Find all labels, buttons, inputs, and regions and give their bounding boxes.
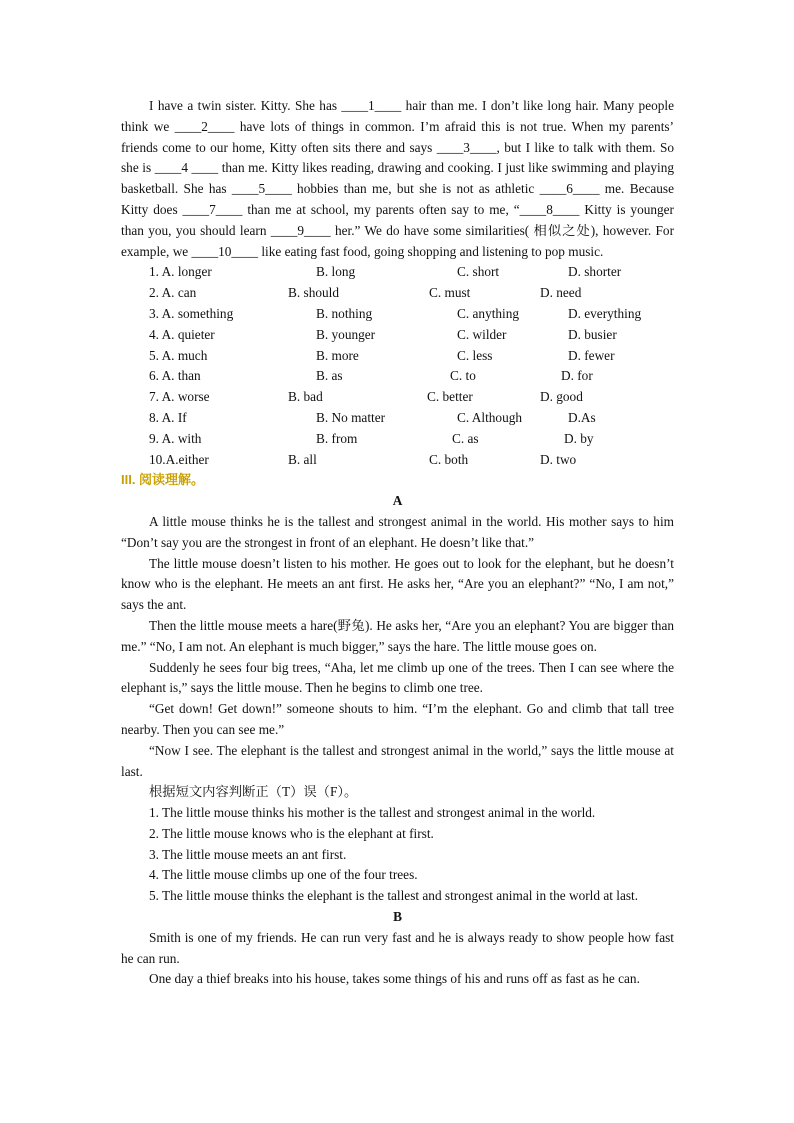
passage-b-paragraph: One day a thief breaks into his house, takes some things of his and runs off as fast as he can.	[149, 971, 640, 987]
option-row-6	[121, 366, 674, 387]
option: B. No matter	[316, 409, 386, 425]
option: D. for	[561, 368, 593, 384]
passage-a-paragraph: Then the little mouse meets a hare(野兔). He asks her, “Are you an elephant? You are bigger than me.” “No, I am not. An elephant is much bigger,” says the hare. The little mouse goes on.	[121, 617, 674, 654]
option: C. Although	[457, 409, 523, 425]
option: 2. A. can	[149, 285, 197, 301]
option: C. wilder	[457, 326, 507, 342]
statement: 5. The little mouse thinks the elephant is the tallest and strongest animal in the world at last.	[149, 888, 639, 904]
option-row-2	[121, 283, 674, 304]
passage-a-paragraph: “Get down! Get down!” someone shouts to him. “I’m the elephant. Go and climb that tall tree nearby. Then you can see me.”	[121, 701, 674, 737]
option: B. from	[316, 430, 358, 446]
option: 9. A. with	[149, 430, 202, 446]
true-false-instruction: 根据短文内容判断正（T）误（F）。	[149, 784, 358, 800]
passage-b-paragraph: Smith is one of my friends. He can run very fast and he is always ready to show people how fast he can run.	[121, 929, 674, 966]
option: 7. A. worse	[149, 389, 210, 405]
passage-a-paragraph: The little mouse doesn’t listen to his mother. He goes out to look for the elephant, but he doesn’t know who is the elephant. He meets an ant first. He asks her, “Are you an elephant?” “No, I am not,” says the ant.	[121, 555, 674, 613]
passage-a-paragraph: Suddenly he sees four big trees, “Aha, let me climb up one of the trees. Then I can see where the elephant is,” says the little mouse. Then he begins to climb one tree.	[121, 659, 674, 696]
passage-a-paragraph: “Now I see. The elephant is the tallest and strongest animal in the world,” says the little mouse at last.	[121, 742, 674, 779]
option: B. long	[316, 264, 356, 280]
option: B. all	[288, 451, 317, 467]
option: B. bad	[288, 389, 323, 405]
option-row-8	[121, 408, 674, 429]
option: 4. A. quieter	[149, 326, 215, 342]
option: 5. A. much	[149, 347, 208, 363]
option: C. must	[429, 285, 471, 301]
option: D. shorter	[568, 264, 622, 280]
option-row-3	[121, 304, 674, 325]
passage-a-label: A	[392, 493, 403, 509]
cloze-options	[121, 262, 674, 470]
section-heading: III. 阅读理解。	[121, 472, 205, 488]
passage-b-label: B	[393, 909, 402, 925]
option: B. as	[316, 368, 343, 384]
option: C. short	[457, 264, 500, 280]
statement: 3. The little mouse meets an ant first.	[149, 846, 347, 862]
statement: 4. The little mouse climbs up one of the four trees.	[149, 867, 418, 883]
option: C. both	[429, 451, 469, 467]
document-page	[121, 96, 674, 990]
option-row-1	[121, 262, 674, 283]
option-row-7	[121, 387, 674, 408]
option-row-9	[121, 429, 674, 450]
option: B. nothing	[316, 305, 373, 321]
statement: 1. The little mouse thinks his mother is the tallest and strongest animal in the world.	[149, 805, 596, 821]
option: B. more	[316, 347, 359, 363]
option: C. to	[450, 368, 476, 384]
option: C. less	[457, 347, 493, 363]
cloze-paragraph: I have a twin sister. Kitty. She has ____1____ hair than me. I don’t like long hair. Many people think we ____2____ have lots of things in common. I’m afraid this is not true. When my parents’ friends come to our home, Kitty often sits there and says ____3____, but I like to talk with them. So she is ____4 ____ than me. Kitty likes reading, drawing and cooking. I just like swimming and playing basketball. She has ____5____ hobbies than me, but she is not as athletic ____6____ me. Because Kitty does ____7____ than me at school, my parents often say to me, “____8____ Kitty is younger than you, you should learn ____9____ her.” We do have some similarities( 相似之处), however. For example, we ____10____ like eating fast food, going shopping and listening to pop music.	[121, 98, 674, 259]
option: C. as	[452, 430, 479, 446]
option-row-5	[121, 346, 674, 367]
option: B. younger	[316, 326, 376, 342]
option: D. need	[540, 285, 582, 301]
option: 10.A.either	[149, 451, 209, 467]
option: D. fewer	[568, 347, 615, 363]
option-row-10	[121, 450, 674, 471]
option: C. better	[427, 389, 473, 405]
option: B. should	[288, 285, 339, 301]
option: D. good	[540, 389, 583, 405]
statement: 2. The little mouse knows who is the elephant at first.	[149, 825, 434, 841]
passage-a-paragraph: A little mouse thinks he is the tallest and strongest animal in the world. His mother says to him “Don’t say you are the strongest in front of an elephant. He doesn’t like that.”	[121, 513, 674, 550]
option: 8. A. If	[149, 409, 187, 425]
option: 3. A. something	[149, 305, 234, 321]
option: C. anything	[457, 305, 520, 321]
option: 1. A. longer	[149, 264, 212, 280]
option: D. busier	[568, 326, 617, 342]
option: D. two	[540, 451, 577, 467]
option: D. by	[564, 430, 594, 446]
option: D. everything	[568, 305, 642, 321]
option: D.As	[568, 409, 596, 425]
option: 6. A. than	[149, 368, 201, 384]
option-row-4	[121, 325, 674, 346]
